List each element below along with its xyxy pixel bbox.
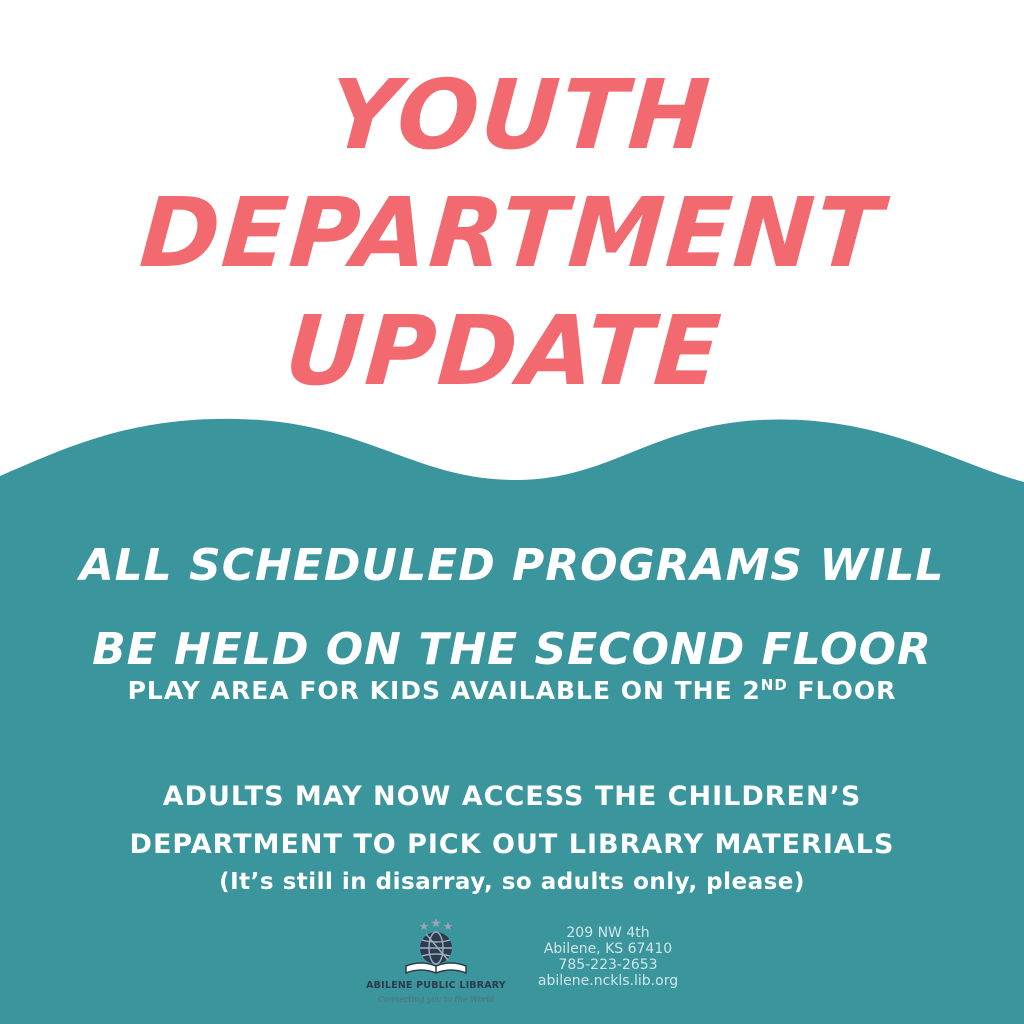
page-title [0, 56, 1024, 410]
title-line-department: DEPARTMENT [136, 177, 888, 289]
globe-book-icon [396, 916, 476, 978]
headline-line-1: ALL SCHEDULED PROGRAMS WILL [79, 540, 945, 591]
headline-line-2: BE HELD ON THE SECOND FLOOR [92, 624, 932, 675]
adults-line-1: ADULTS MAY NOW ACCESS THE CHILDREN’S [162, 781, 862, 812]
contact-phone: 785-223-2653 [558, 957, 658, 973]
contact-city: Abilene, KS 67410 [543, 941, 673, 957]
contact-website: abilene.nckls.lib.org [537, 973, 679, 989]
play-area-text-end: FLOOR [787, 676, 897, 705]
play-area-superscript: ND [760, 676, 788, 694]
contact-info [520, 925, 696, 989]
title-line-update: UPDATE [281, 295, 726, 407]
adults-access-notice [0, 773, 1024, 869]
contact-street: 209 NW 4th [566, 925, 650, 941]
library-logo [356, 916, 516, 1012]
play-area-notice [0, 676, 1024, 705]
headline [0, 524, 1024, 692]
disarray-note: (It’s still in disarray, so adults only, please) [219, 869, 805, 895]
adults-line-2: DEPARTMENT TO PICK OUT LIBRARY MATERIALS [129, 829, 895, 860]
logo-name: ABILENE PUBLIC LIBRARY [366, 980, 506, 991]
play-area-text: PLAY AREA FOR KIDS AVAILABLE ON THE 2 [127, 676, 761, 705]
logo-tagline: Connecting you to the World [377, 995, 495, 1004]
title-line-youth: YOUTH [325, 59, 715, 171]
